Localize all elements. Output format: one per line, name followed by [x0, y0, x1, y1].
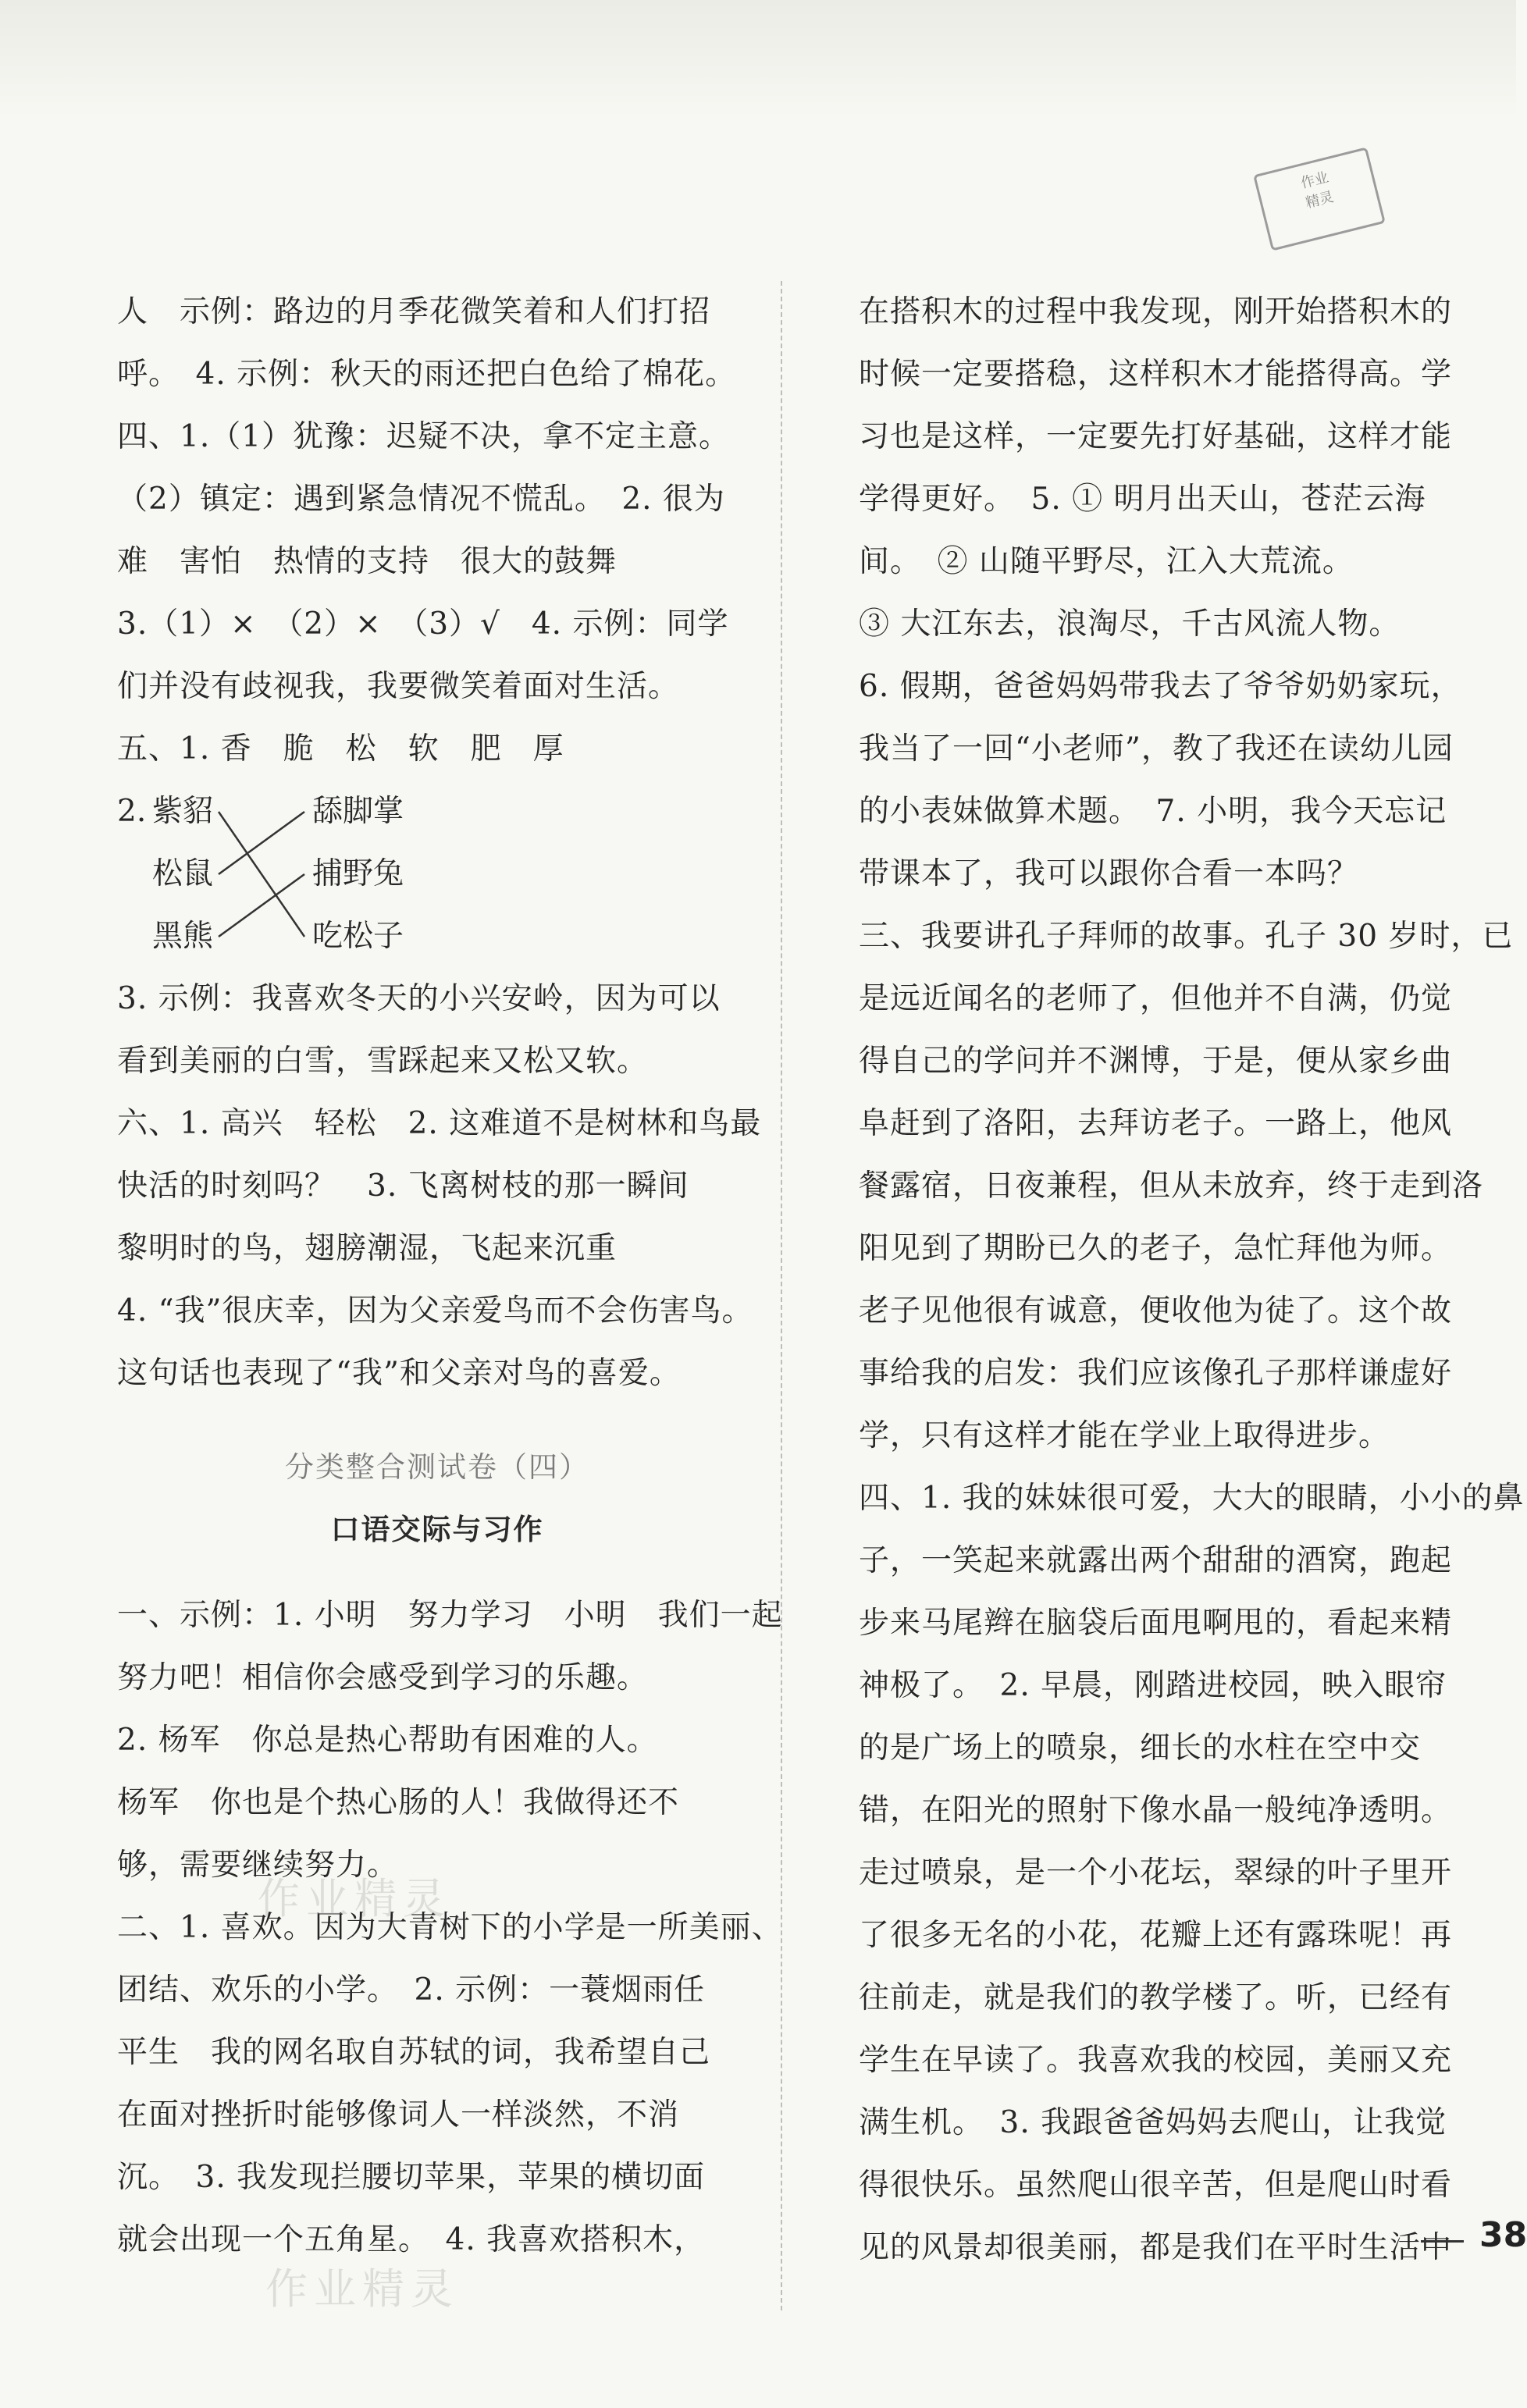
text-line: 得自己的学问并不渊博，于是，便从家乡曲	[859, 1044, 1453, 1079]
text-line: 沉。 3. 我发现拦腰切苹果，苹果的横切面	[117, 2160, 706, 2195]
watermark-1: 作业精灵	[258, 1874, 451, 1923]
text-line: 的小表妹做算术题。 7. 小明，我今天忘记	[859, 794, 1447, 829]
text-line: 2. 杨军 你总是热心帮助有困难的人。	[117, 1723, 658, 1758]
text-line: 杨军 你也是个热心肠的人！我做得还不	[117, 1785, 680, 1820]
page-number-dash	[1421, 2240, 1464, 2243]
text-line: 黎明时的鸟，翅膀潮湿，飞起来沉重	[117, 1231, 618, 1266]
text-line: 阜赶到了洛阳，去拜访老子。一路上，他风	[859, 1106, 1453, 1141]
text-line: 了很多无名的小花，花瓣上还有露珠呢！再	[859, 1918, 1453, 1953]
text-line: 习也是这样，一定要先打好基础，这样才能	[859, 419, 1453, 454]
text-line: 六、1. 高兴 轻松 2. 这难道不是树林和鸟最	[117, 1106, 762, 1141]
page-number: 38	[1479, 2215, 1527, 2255]
text-line: 三、我要讲孔子拜师的故事。孔子 30 岁时，已	[859, 919, 1514, 954]
match-right-2: 捕野兔	[312, 856, 404, 891]
stamp-line-1: 作业	[1299, 169, 1331, 192]
section-subtitle: 口语交际与习作	[330, 1513, 544, 1546]
text-line: 平生 我的网名取自苏轼的词，我希望自己	[117, 2035, 711, 2070]
match-left-1: 紫貂	[152, 794, 214, 829]
left-block-2	[117, 968, 762, 1405]
text-line: 步来马尾辫在脑袋后面甩啊甩的，看起来精	[859, 1606, 1453, 1641]
text-line: 四、1.（1）犹豫：迟疑不决，拿不定主意。	[117, 419, 731, 454]
corner-logo-stamp	[1253, 147, 1386, 251]
text-line: 在搭积木的过程中我发现，刚开始搭积木的	[859, 294, 1453, 329]
text-line: ③ 大江东去，浪淘尽，千古风流人物。	[859, 606, 1401, 642]
text-line: 餐露宿，日夜兼程，但从未放弃，终于走到洛	[859, 1168, 1484, 1204]
text-line: 们并没有歧视我，我要微笑着面对生活。	[117, 669, 680, 704]
text-line: 一、示例：1. 小明 努力学习 小明 我们一起	[117, 1598, 783, 1633]
text-line: 团结、欢乐的小学。 2. 示例：一蓑烟雨任	[117, 1972, 706, 2008]
text-line: 学生在早读了。我喜欢我的校园，美丽又充	[859, 2043, 1453, 2078]
text-line: 我当了一回“小老师”，教了我还在读幼儿园	[859, 731, 1454, 767]
text-line: 3. 示例：我喜欢冬天的小兴安岭，因为可以	[117, 981, 721, 1016]
text-line: 带课本了，我可以跟你合看一本吗？	[859, 856, 1359, 891]
text-line: 时候一定要搭稳，这样积木才能搭得高。学	[859, 357, 1453, 392]
match-line-3	[219, 874, 304, 937]
text-line: 够，需要继续努力。	[117, 1848, 399, 1883]
text-line: 人 示例：路边的月季花微笑着和人们打招	[117, 294, 711, 329]
text-line: 是远近闻名的老师了，但他并不自满，仍觉	[859, 981, 1453, 1016]
matching-exercise	[117, 781, 757, 968]
text-line: 四、1. 我的妹妹很可爱，大大的眼睛，小小的鼻	[859, 1481, 1525, 1516]
text-line: 得很快乐。虽然爬山很辛苦，但是爬山时看	[859, 2168, 1453, 2203]
text-line: 子，一笑起来就露出两个甜甜的酒窝，跑起	[859, 1543, 1453, 1578]
text-line: 难 害怕 热情的支持 很大的鼓舞	[117, 544, 618, 579]
section-title: 分类整合测试卷（四）	[285, 1450, 589, 1484]
page-top-band	[0, 0, 1516, 117]
text-line: 4. “我”很庆幸，因为父亲爱鸟而不会伤害鸟。	[117, 1293, 753, 1328]
match-line-1	[219, 812, 304, 937]
text-line: 就会出现一个五角星。 4. 我喜欢搭积木，	[117, 2222, 706, 2257]
text-line: （2）镇定：遇到紧急情况不慌乱。 2. 很为	[117, 482, 725, 517]
text-line: 二、1. 喜欢。因为大青树下的小学是一所美丽、	[117, 1910, 783, 1945]
text-line: 的是广场上的喷泉，细长的水柱在空中交	[859, 1730, 1422, 1766]
text-line: 错，在阳光的照射下像水晶一般纯净透明。	[859, 1793, 1453, 1828]
text-line: 看到美丽的白雪，雪踩起来又松又软。	[117, 1044, 649, 1079]
text-line: 五、1. 香 脆 松 软 肥 厚	[117, 731, 564, 767]
match-left-3: 黑熊	[152, 919, 214, 954]
text-line: 学得更好。 5. ① 明月出天山，苍茫云海	[859, 482, 1426, 517]
text-line: 间。 ② 山随平野尽，江入大荒流。	[859, 544, 1354, 579]
text-line: 6. 假期，爸爸妈妈带我去了爷爷奶奶家玩，	[859, 669, 1462, 704]
text-line: 走过喷泉，是一个小花坛，翠绿的叶子里开	[859, 1855, 1453, 1890]
text-line: 往前走，就是我们的教学楼了。听，已经有	[859, 1980, 1453, 2015]
match-line-2	[219, 812, 304, 874]
text-line: 这句话也表现了“我”和父亲对鸟的喜爱。	[117, 1356, 681, 1391]
text-line: 学，只有这样才能在学业上取得进步。	[859, 1418, 1390, 1453]
left-block-1	[117, 281, 757, 781]
text-line: 满生机。 3. 我跟爸爸妈妈去爬山，让我觉	[859, 2105, 1447, 2140]
text-line: 3.（1）× （2）× （3）√ 4. 示例：同学	[117, 606, 729, 642]
text-line: 事给我的启发：我们应该像孔子那样谦虚好	[859, 1356, 1453, 1391]
text-line: 努力吧！相信你会感受到学习的乐趣。	[117, 1660, 649, 1695]
column-divider	[781, 281, 782, 2310]
text-line: 见的风景却很美丽，都是我们在平时生活中	[859, 2230, 1453, 2265]
stamp-line-2: 精灵	[1304, 188, 1336, 212]
text-line: 在面对挫折时能够像词人一样淡然，不消	[117, 2097, 680, 2132]
text-line: 神极了。 2. 早晨，刚踏进校园，映入眼帘	[859, 1668, 1447, 1703]
watermark-2: 作业精灵	[265, 2264, 459, 2314]
text-line: 快活的时刻吗？ 3. 飞离树枝的那一瞬间	[117, 1168, 689, 1204]
match-number: 2.	[117, 794, 147, 829]
left-block-3	[117, 1585, 783, 2271]
text-line: 呼。 4. 示例：秋天的雨还把白色给了棉花。	[117, 357, 737, 392]
left-column	[117, 281, 783, 2271]
match-lines	[203, 781, 312, 968]
match-left-2: 松鼠	[152, 856, 214, 891]
text-line: 阳见到了期盼已久的老子，急忙拜他为师。	[859, 1231, 1453, 1266]
match-right-3: 吃松子	[312, 919, 404, 954]
match-right-1: 舔脚掌	[312, 794, 404, 829]
text-line: 老子见他很有诚意，便收他为徒了。这个故	[859, 1293, 1453, 1328]
